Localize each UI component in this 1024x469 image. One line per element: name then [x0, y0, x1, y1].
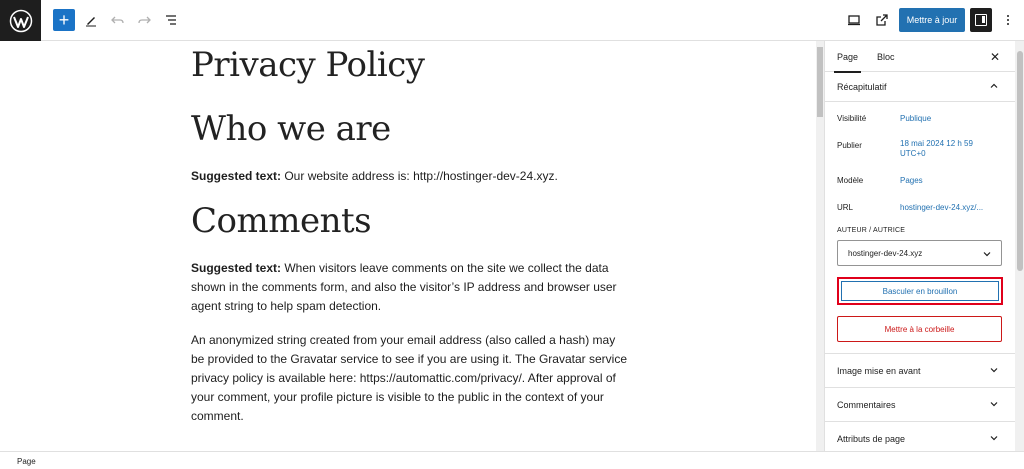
- desktop-icon[interactable]: [843, 8, 865, 32]
- breadcrumb[interactable]: Page: [17, 457, 36, 466]
- redo-icon[interactable]: [133, 8, 155, 32]
- editor-toolbar: [0, 0, 1024, 41]
- list-view-icon[interactable]: [160, 8, 182, 32]
- switch-to-draft-button[interactable]: Basculer en brouillon: [841, 281, 999, 301]
- author-value: hostinger-dev-24.xyz: [848, 248, 923, 258]
- paragraph-gravatar[interactable]: An anonymized string created from your email address (also called a hash) may be provided to the Gravatar service to see if you are using it. The Gravatar service privacy policy is available here: https://automattic.com/privacy/. After approval of your comment, your profile picture is visible to the public in the context of your comment.: [191, 333, 627, 423]
- sidebar-icon[interactable]: [970, 8, 992, 32]
- page-attributes-panel[interactable]: [825, 421, 1024, 451]
- comments-panel[interactable]: [825, 387, 1024, 421]
- publish-label: Publier: [837, 141, 862, 150]
- chevron-down-icon: [990, 400, 998, 408]
- wordpress-icon[interactable]: [0, 0, 41, 41]
- editor-scrollbar[interactable]: [816, 41, 824, 451]
- paragraph-website-address[interactable]: [191, 167, 631, 186]
- chevron-up-icon: [990, 82, 998, 90]
- update-button[interactable]: Mettre à jour: [899, 8, 965, 32]
- suggested-text-label: Suggested text:: [191, 169, 282, 183]
- publish-value[interactable]: 18 mai 2024 12 h 59 UTC+0: [900, 139, 973, 158]
- visibility-label: Visibilité: [837, 114, 867, 123]
- template-label: Modèle: [837, 176, 864, 185]
- featured-image-panel[interactable]: [825, 353, 1024, 387]
- url-label: URL: [837, 203, 854, 212]
- chevron-down-icon: [990, 366, 998, 374]
- visibility-value[interactable]: Publique: [900, 114, 932, 123]
- paragraph-text: When visitors leave comments on the site we collect the data shown in the comments form, and also the visitor’s IP address and browser user agent string to help spam detection.: [191, 261, 617, 313]
- external-link-icon[interactable]: [871, 8, 893, 32]
- breadcrumb-bar: [0, 451, 1024, 469]
- chevron-down-icon: [990, 434, 998, 442]
- url-value[interactable]: hostinger-dev-24.xyz/...: [900, 203, 984, 212]
- paragraph-text: Our website address is: http://hostinger-dev-24.xyz.: [281, 169, 558, 183]
- editor-canvas: [0, 41, 816, 451]
- switch-to-draft-highlight: [837, 277, 1003, 305]
- summary-label: Récapitulatif: [837, 82, 887, 92]
- paragraph-comments[interactable]: [191, 259, 631, 316]
- plus-icon[interactable]: +: [53, 9, 75, 31]
- heading-comments[interactable]: Comments: [191, 201, 372, 241]
- pen-icon[interactable]: [80, 8, 102, 32]
- tab-page[interactable]: Page: [837, 41, 858, 72]
- suggested-text-label: Suggested text:: [191, 261, 282, 275]
- sidebar-tabs: [825, 41, 1024, 72]
- page-title[interactable]: Privacy Policy: [191, 45, 425, 85]
- heading-who-we-are[interactable]: Who we are: [191, 109, 391, 149]
- move-to-trash-button[interactable]: Mettre à la corbeille: [837, 316, 1002, 342]
- chevron-down-icon: [983, 250, 991, 258]
- settings-sidebar: [824, 41, 1024, 451]
- summary-panel-header[interactable]: [825, 72, 1024, 102]
- author-label: AUTEUR / AUTRICE: [837, 227, 906, 234]
- sidebar-scrollbar[interactable]: [1015, 41, 1024, 451]
- kebab-icon[interactable]: [1000, 8, 1016, 32]
- comments-label: Commentaires: [837, 400, 896, 410]
- undo-icon[interactable]: [107, 8, 129, 32]
- author-select[interactable]: [837, 240, 1002, 266]
- tab-block[interactable]: Bloc: [877, 51, 895, 62]
- template-value[interactable]: Pages: [900, 176, 923, 185]
- page-attributes-label: Attributs de page: [837, 434, 906, 444]
- featured-image-label: Image mise en avant: [837, 366, 921, 376]
- close-icon[interactable]: ✕: [990, 50, 1001, 64]
